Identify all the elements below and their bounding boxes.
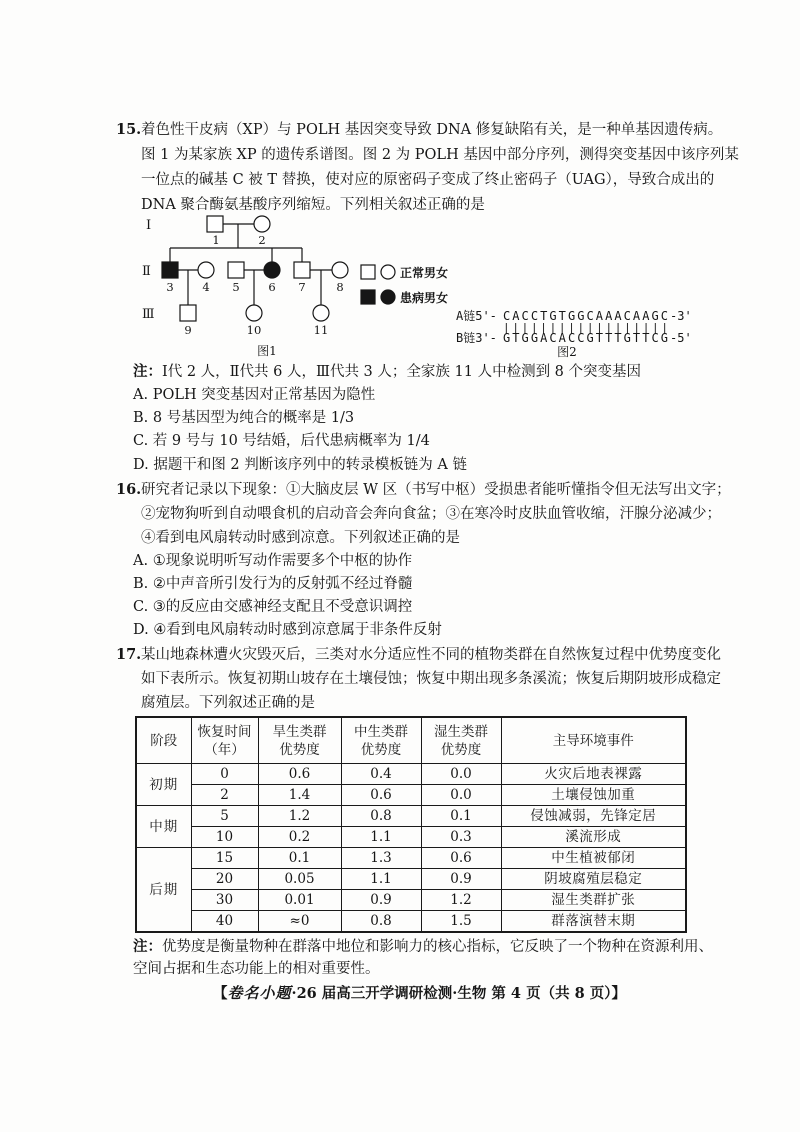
time-cell: 20 xyxy=(191,869,258,890)
figure-2-caption: 图2 xyxy=(557,345,577,359)
strand-b-sequence: GTGGACACCGTTTGTTCG xyxy=(503,331,668,345)
hydric-cell: 0.0 xyxy=(421,785,501,806)
legend-normal-male-symbol xyxy=(361,265,375,279)
header-text: 恢复时间 xyxy=(197,723,252,740)
time-cell: 5 xyxy=(191,806,258,827)
table-row xyxy=(136,827,686,848)
table-row xyxy=(136,764,686,785)
pedigree-female-symbol xyxy=(332,262,348,278)
strand-b-end: -5' xyxy=(670,331,692,345)
question-17-stem-line: 某山地森林遭火灾毁灭后，三类对水分适应性不同的植物类群在自然恢复过程中优势度变化 xyxy=(141,647,721,663)
time-cell: 30 xyxy=(191,890,258,911)
mesic-cell: 0.6 xyxy=(341,785,421,806)
question-16-option: D. ④看到电风扇转动时感到凉意属于非条件反射 xyxy=(133,622,442,638)
pedigree-male-symbol xyxy=(180,305,196,321)
page-footer xyxy=(213,981,626,1005)
pedigree-male-symbol xyxy=(294,262,310,278)
hydric-cell: 0.6 xyxy=(421,848,501,869)
hydric-cell: 1.5 xyxy=(421,911,501,933)
header-hydric-dominance xyxy=(421,717,501,764)
time-cell: 10 xyxy=(191,827,258,848)
legend-normal-label: 正常男女 xyxy=(400,266,449,280)
generation-label: Ⅰ xyxy=(146,218,152,233)
footer-bracket-close: 】 xyxy=(611,985,627,1002)
individual-number: 6 xyxy=(268,280,276,294)
question-16-option: A. ①现象说明听写动作需要多个中枢的协作 xyxy=(133,553,413,569)
question-17-number: 17. xyxy=(116,646,142,663)
time-cell: 40 xyxy=(191,911,258,933)
question-16-stem-line: ②宠物狗听到自动喂食机的启动音会奔向食盆；③在寒冷时皮肤血管收缩，汗腺分泌减少； xyxy=(141,506,721,522)
individual-number: 5 xyxy=(232,280,240,294)
strand-a-end: -3' xyxy=(670,309,692,323)
base-pair-marks: |||||||||||||||||| xyxy=(503,321,668,334)
header-recovery-time xyxy=(191,717,258,764)
event-cell: 溪流形成 xyxy=(501,827,686,848)
individual-number: 2 xyxy=(258,233,266,247)
question-15-number: 15. xyxy=(116,121,142,138)
pedigree-male-symbol xyxy=(207,216,223,232)
question-15-stem-line: DNA 聚合酶氨基酸序列缩短。下列相关叙述正确的是 xyxy=(141,197,485,213)
question-17-stem-line: 腐殖层。下列叙述正确的是 xyxy=(141,695,315,711)
question-15-stem-line: 一位点的碱基 C 被 T 替换，使对应的原密码子变成了终止密码子（UAG），导致合成出的 xyxy=(141,172,715,188)
footer-text: ·26 届高三开学调研检测·生物 第 4 页（共 8 页） xyxy=(291,985,612,1002)
hydric-cell: 1.2 xyxy=(421,890,501,911)
individual-number: 10 xyxy=(246,323,262,337)
table-row xyxy=(136,848,686,869)
question-16-number: 16. xyxy=(116,481,142,498)
note-text: 优势度是衡量物种在群落中地位和影响力的核心指标，它反映了一个物种在资源利用、 xyxy=(162,939,713,955)
xeric-cell: 0.2 xyxy=(258,827,341,848)
time-cell: 15 xyxy=(191,848,258,869)
individual-number: 1 xyxy=(212,233,220,247)
mesic-cell: 0.4 xyxy=(341,764,421,785)
note-text: Ⅰ代 2 人，Ⅱ代共 6 人，Ⅲ代共 3 人；全家族 11 人中检测到 8 个突变基因 xyxy=(162,364,642,380)
generation-label: Ⅲ xyxy=(142,307,155,322)
question-15-option: D. 据题干和图 2 判断该序列中的转录模板链为 A 链 xyxy=(133,457,467,473)
mesic-cell: 0.9 xyxy=(341,890,421,911)
individual-number: 8 xyxy=(336,280,344,294)
hydric-cell: 0.9 xyxy=(421,869,501,890)
table-row xyxy=(136,806,686,827)
xeric-cell: 0.05 xyxy=(258,869,341,890)
time-cell: 0 xyxy=(191,764,258,785)
header-text: 主导环境事件 xyxy=(552,732,634,749)
pedigree-male-symbol xyxy=(228,262,244,278)
event-cell: 侵蚀减弱，先锋定居 xyxy=(501,806,686,827)
individual-number: 7 xyxy=(298,280,306,294)
strand-a-sequence: CACCTGTGGCAAACAAGC xyxy=(503,309,668,323)
figure-pedigree-and-sequence xyxy=(0,210,800,360)
header-xeric-dominance xyxy=(258,717,341,764)
xeric-cell: 1.2 xyxy=(258,806,341,827)
pedigree-legend xyxy=(361,265,395,304)
header-text: 中生类群 xyxy=(354,723,408,740)
individual-number: 4 xyxy=(202,280,210,294)
event-cell: 火灾后地表裸露 xyxy=(501,764,686,785)
pedigree-female-symbol xyxy=(198,262,214,278)
question-16-option: C. ③的反应由交感神经支配且不受意识调控 xyxy=(133,599,413,615)
legend-affected-female-symbol xyxy=(381,290,395,304)
strand-b-label: B链3'- xyxy=(456,331,497,345)
mesic-cell: 1.3 xyxy=(341,848,421,869)
question-15-option: A. POLH 突变基因对正常基因为隐性 xyxy=(133,387,376,403)
legend-affected-male-symbol xyxy=(361,290,375,304)
xeric-cell: 1.4 xyxy=(258,785,341,806)
footer-bracket-open: 【 xyxy=(213,985,228,1002)
mesic-cell: 1.1 xyxy=(341,869,421,890)
stage-cell: 初期 xyxy=(136,764,191,806)
event-cell: 湿生类群扩张 xyxy=(501,890,686,911)
event-cell: 土壤侵蚀加重 xyxy=(501,785,686,806)
succession-table xyxy=(135,716,687,933)
question-15-stem-line: 图 1 为某家族 XP 的遗传系谱图。图 2 为 POLH 基因中部分序列，测得突变基因中该序列某 xyxy=(141,147,739,163)
header-text: 阶段 xyxy=(150,732,178,749)
header-stage xyxy=(136,717,191,764)
question-16-stem-line: 研究者记录以下现象：①大脑皮层 W 区（书写中枢）受损患者能听懂指令但无法写出文字； xyxy=(141,482,731,498)
pedigree-female-symbol xyxy=(264,262,280,278)
header-mesic-dominance xyxy=(341,717,421,764)
generation-label: Ⅱ xyxy=(142,264,151,279)
header-text: （年） xyxy=(204,741,245,758)
legend-affected-label: 患病男女 xyxy=(400,291,449,305)
header-text: 优势度 xyxy=(279,741,320,758)
xeric-cell: 0.1 xyxy=(258,848,341,869)
pedigree-male-symbol xyxy=(162,262,178,278)
header-text: 湿生类群 xyxy=(434,723,488,740)
mesic-cell: 1.1 xyxy=(341,827,421,848)
publisher-logo: 卷名小题 xyxy=(227,984,292,1002)
xeric-cell: ≈0 xyxy=(258,911,341,933)
stage-cell: 后期 xyxy=(136,848,191,933)
question-15-note xyxy=(133,360,641,384)
xeric-cell: 0.6 xyxy=(258,764,341,785)
question-15-option: B. 8 号基因型为纯合的概率是 1/3 xyxy=(133,410,355,426)
question-15-stem-line: 着色性干皮病（XP）与 POLH 基因突变导致 DNA 修复缺陷有关，是一种单基因遗传病。 xyxy=(141,122,723,138)
strand-a-label: A链5'- xyxy=(456,309,497,323)
question-17-note: 空间占据和生态功能上的相对重要性。 xyxy=(133,961,380,977)
table-header-row xyxy=(136,717,686,764)
individual-number: 11 xyxy=(313,323,329,337)
hydric-cell: 0.3 xyxy=(421,827,501,848)
figure-1-caption: 图1 xyxy=(257,344,277,358)
hydric-cell: 0.0 xyxy=(421,764,501,785)
header-main-event xyxy=(501,717,686,764)
note-label: 注： xyxy=(133,938,162,955)
table-row xyxy=(136,869,686,890)
note-label: 注： xyxy=(133,363,162,380)
question-17-note xyxy=(133,935,713,959)
question-17-stem-line: 如下表所示。恢复初期山坡存在土壤侵蚀；恢复中期出现多条溪流；恢复后期阴坡形成稳定 xyxy=(141,671,721,687)
pedigree-female-symbol xyxy=(313,305,329,321)
header-text: 优势度 xyxy=(440,741,482,758)
pedigree-female-symbol xyxy=(246,305,262,321)
individual-number: 3 xyxy=(166,280,174,294)
question-15-option: C. 若 9 号与 10 号结婚，后代患病概率为 1/4 xyxy=(133,433,430,449)
event-cell: 阴坡腐殖层稳定 xyxy=(501,869,686,890)
table-row xyxy=(136,785,686,806)
event-cell: 群落演替末期 xyxy=(501,911,686,933)
legend-normal-female-symbol xyxy=(381,265,395,279)
individual-number: 9 xyxy=(184,323,192,337)
mesic-cell: 0.8 xyxy=(341,806,421,827)
hydric-cell: 0.1 xyxy=(421,806,501,827)
table-row xyxy=(136,911,686,933)
pedigree-female-symbol xyxy=(254,216,270,232)
mesic-cell: 0.8 xyxy=(341,911,421,933)
time-cell: 2 xyxy=(191,785,258,806)
event-cell: 中生植被郁闭 xyxy=(501,848,686,869)
header-text: 优势度 xyxy=(360,741,402,758)
question-16-option: B. ②中声音所引发行为的反射弧不经过脊髓 xyxy=(133,576,413,592)
xeric-cell: 0.01 xyxy=(258,890,341,911)
question-16-stem-line: ④看到电风扇转动时感到凉意。下列叙述正确的是 xyxy=(141,530,460,546)
stage-cell: 中期 xyxy=(136,806,191,848)
table-row xyxy=(136,890,686,911)
header-text: 旱生类群 xyxy=(272,723,327,740)
